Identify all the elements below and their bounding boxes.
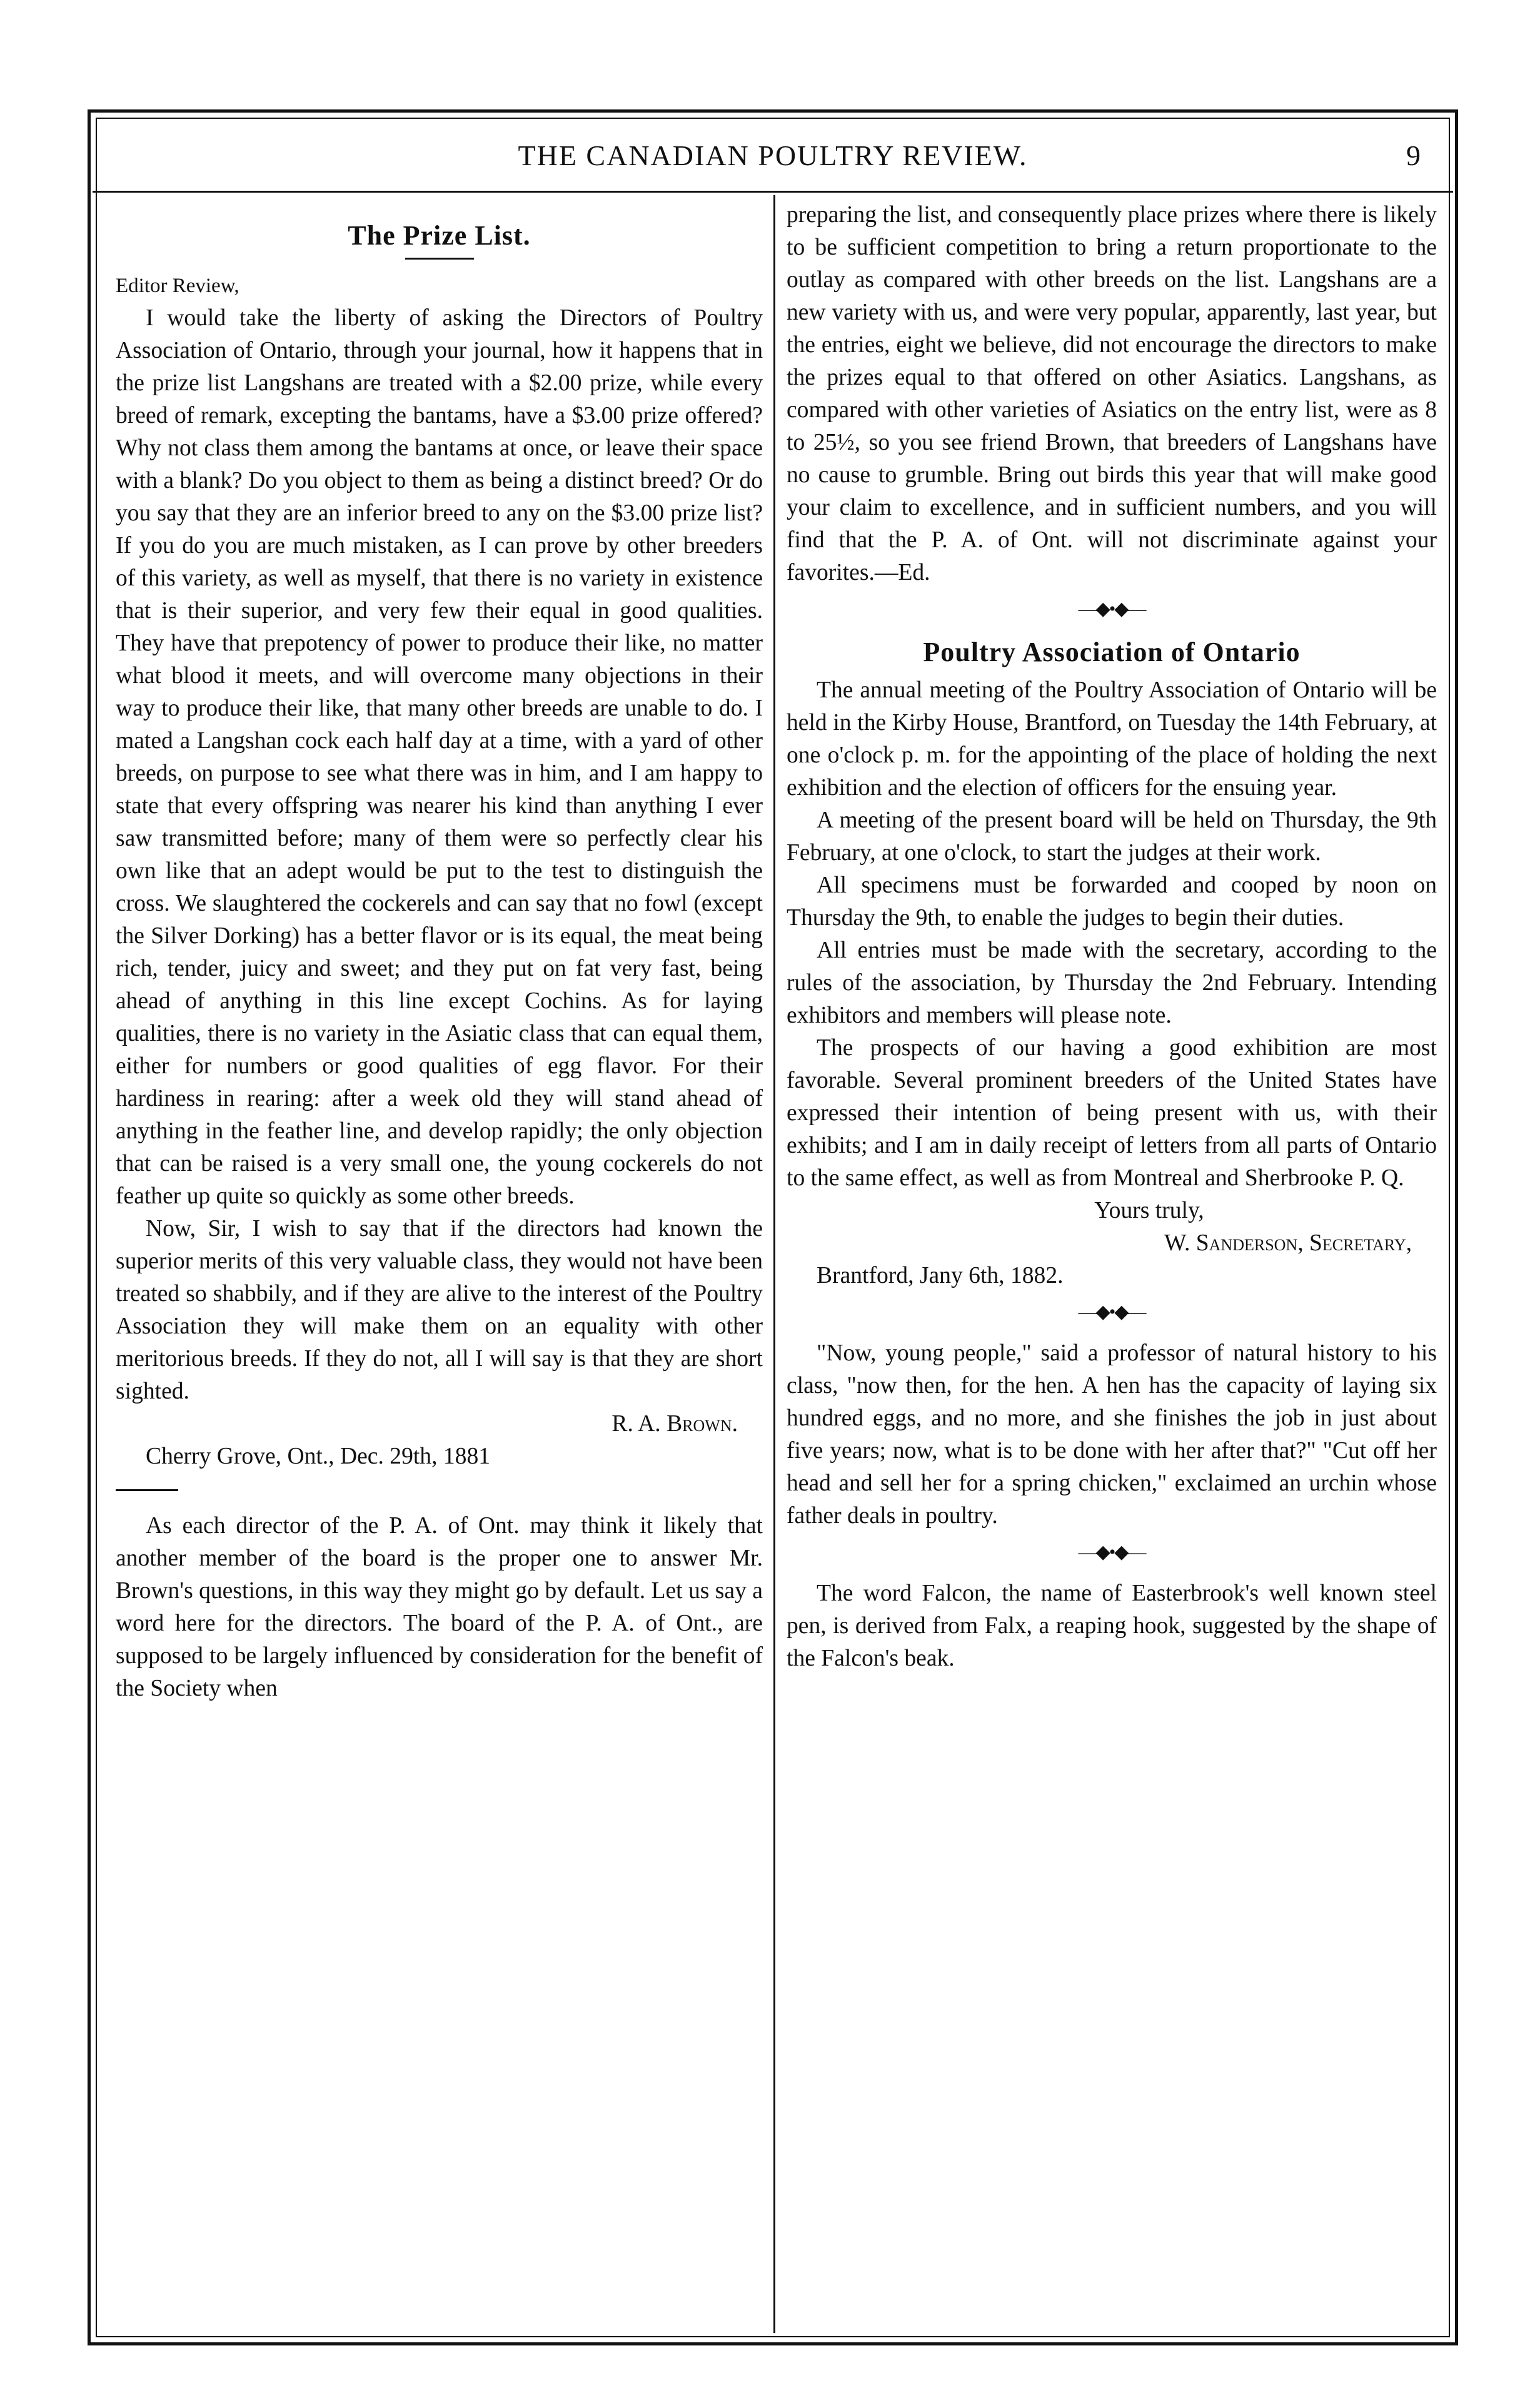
column-divider (773, 195, 775, 2333)
section-rule (116, 1489, 178, 1491)
article-title-prize-list: The Prize List. (348, 220, 531, 251)
ornament-divider: —◆•◆— (1078, 599, 1145, 619)
ornament-divider: —◆•◆— (1078, 1302, 1145, 1322)
title-rule (405, 258, 474, 260)
notice-paragraph-5: The prospects of our having a good exhibition are most favorable. Several prominent breeders of the United States have expressed their intention of being present with us, with their exhibits; and I am in daily receipt of letters from all parts of Ontario to the same effect, as well as from Montreal and Sherbrooke P. Q. (787, 1035, 1437, 1191)
right-column (787, 199, 1437, 1675)
letter-paragraph-2: Now, Sir, I wish to say that if the directors had known the superior merits of this very valuable class, they would not have been treated so shabbily, and if they are alive to the interest of the Poultry Association they will make them on an equality with other meritorious breeds. If they do not, all I will say is that they are short sighted. (116, 1216, 763, 1404)
letter-dateline: Cherry Grove, Ont., Dec. 29th, 1881 (146, 1444, 491, 1469)
notice-closing: Yours truly, (1094, 1198, 1204, 1223)
article-title-poultry-association: Poultry Association of Ontario (923, 637, 1301, 667)
notice-paragraph-2: A meeting of the present board will be held on Thursday, the 9th February, at one o'clock, to start the judges at their work. (787, 807, 1437, 866)
notice-paragraph-4: All entries must be made with the secretary, according to the rules of the association, by Thursday the 2nd February. Intending exhibitors and members will please note. (787, 938, 1437, 1028)
header-rule (93, 191, 1453, 193)
running-title: THE CANADIAN POULTRY REVIEW. (518, 139, 1028, 171)
notice-paragraph-3: All specimens must be forwarded and cooped by noon on Thursday the 9th, to enable the judges to begin their duties. (787, 873, 1437, 931)
notice-signature: W. Sanderson, Secretary, (1164, 1230, 1412, 1256)
letter-paragraph-1: I would take the liberty of asking the Directors of Poultry Association of Ontario, through your journal, how it happens that in the prize list Langshans are treated with a $2.00 prize, while every breed of remark, excepting the bantams, have a $3.00 prize offered? Why not class them among the bantams at once, or leave their space with a blank? Do you object to them as being a distinct breed? Or do you say that they are an inferior breed to any on the $3.00 prize list? If you do you are much mistaken, as I can prove by other breeders of this variety, as well as myself, that there is no variety in existence that is their superior, and very few their equal in good qualities. They have that prepotency of power to produce their like, no matter what blood it meets, and will overcome many objections in their way to produce their like, that many other breeds are unable to do. I mated a Langshan cock each half day at a time, with a yard of other breeds, on purpose to see what there was in him, and I am happy to state that every offspring was nearer his kind than anything I ever saw transmitted before; many of them were so perfectly clear his own like that an adept would be put to the test to distinguish the cross. We slaughtered the cockerels and can say that no fowl (except the Silver Dorking) has a better flavor or is its equal, the meat being rich, tender, juicy and sweet; and they put on fat very fast, being ahead of anything in this line except Cochins. As for laying qualities, there is no variety in the Asiatic class that can equal them, either for numbers or good qualities of egg flavor. For their hardiness in rearing: after a week old they will stand ahead of anything in the feather line, and develop rapidly; the only objection that can be raised is a very small one, the young cockerels do not feather up quite so quickly as some other breeds. (116, 305, 763, 1209)
ornament-divider: —◆•◆— (1078, 1542, 1145, 1562)
page-header (100, 139, 1446, 183)
notice-dateline: Brantford, Jany 6th, 1882. (817, 1263, 1064, 1288)
editor-reply-continued: preparing the list, and consequently place prizes where there is likely to be sufficient competition to bring a return proportionate to the outlay as compared with other breeds on the list. Langshans are a new variety with us, and were very popular, apparently, last year, but the entries, eight we believe, did not encourage the directors to make the prizes equal to that offered on other Asiatics. Langshans, as compared with other varieties of Asiatics on the entry list, were as 8 to 25½, so you see friend Brown, that breeders of Langshans have no cause to grumble. Bring out birds this year that will make good your claim to excellence, and in sufficient numbers, and you will find that the P. A. of Ont. will not discriminate against your favorites.—Ed. (787, 202, 1437, 585)
letter-signature: R. A. Brown. (611, 1411, 738, 1437)
left-column (116, 206, 763, 1705)
anecdote-hen: "Now, young people," said a professor of natural history to his class, "now then, for the hen. A hen has the capacity of laying six hundred eggs, and no more, and she finishes the job in just about five years; now, what is to be done with her after that?" "Cut off her head and sell her for a spring chicken," exclaimed an urchin whose father deals in poultry. (787, 1340, 1437, 1529)
editor-reply: As each director of the P. A. of Ont. may think it likely that another member of the board is the proper one to answer Mr. Brown's questions, in this way they might go by default. Let us say a word here for the directors. The board of the P. A. of Ont., are supposed to be largely influenced by consideration for the benefit of the Society when (116, 1513, 763, 1701)
note-falcon: The word Falcon, the name of Easterbrook's well known steel pen, is derived from Falx, a reaping hook, suggested by the shape of the Falcon's beak. (787, 1581, 1437, 1671)
page-number: 9 (1406, 139, 1421, 171)
salutation: Editor Review, (116, 275, 239, 297)
notice-paragraph-1: The annual meeting of the Poultry Association of Ontario will be held in the Kirby House, Brantford, on Tuesday the 14th February, at one o'clock p. m. for the appointing of the place of holding the next exhibition and the election of officers for the ensuing year. (787, 677, 1437, 801)
